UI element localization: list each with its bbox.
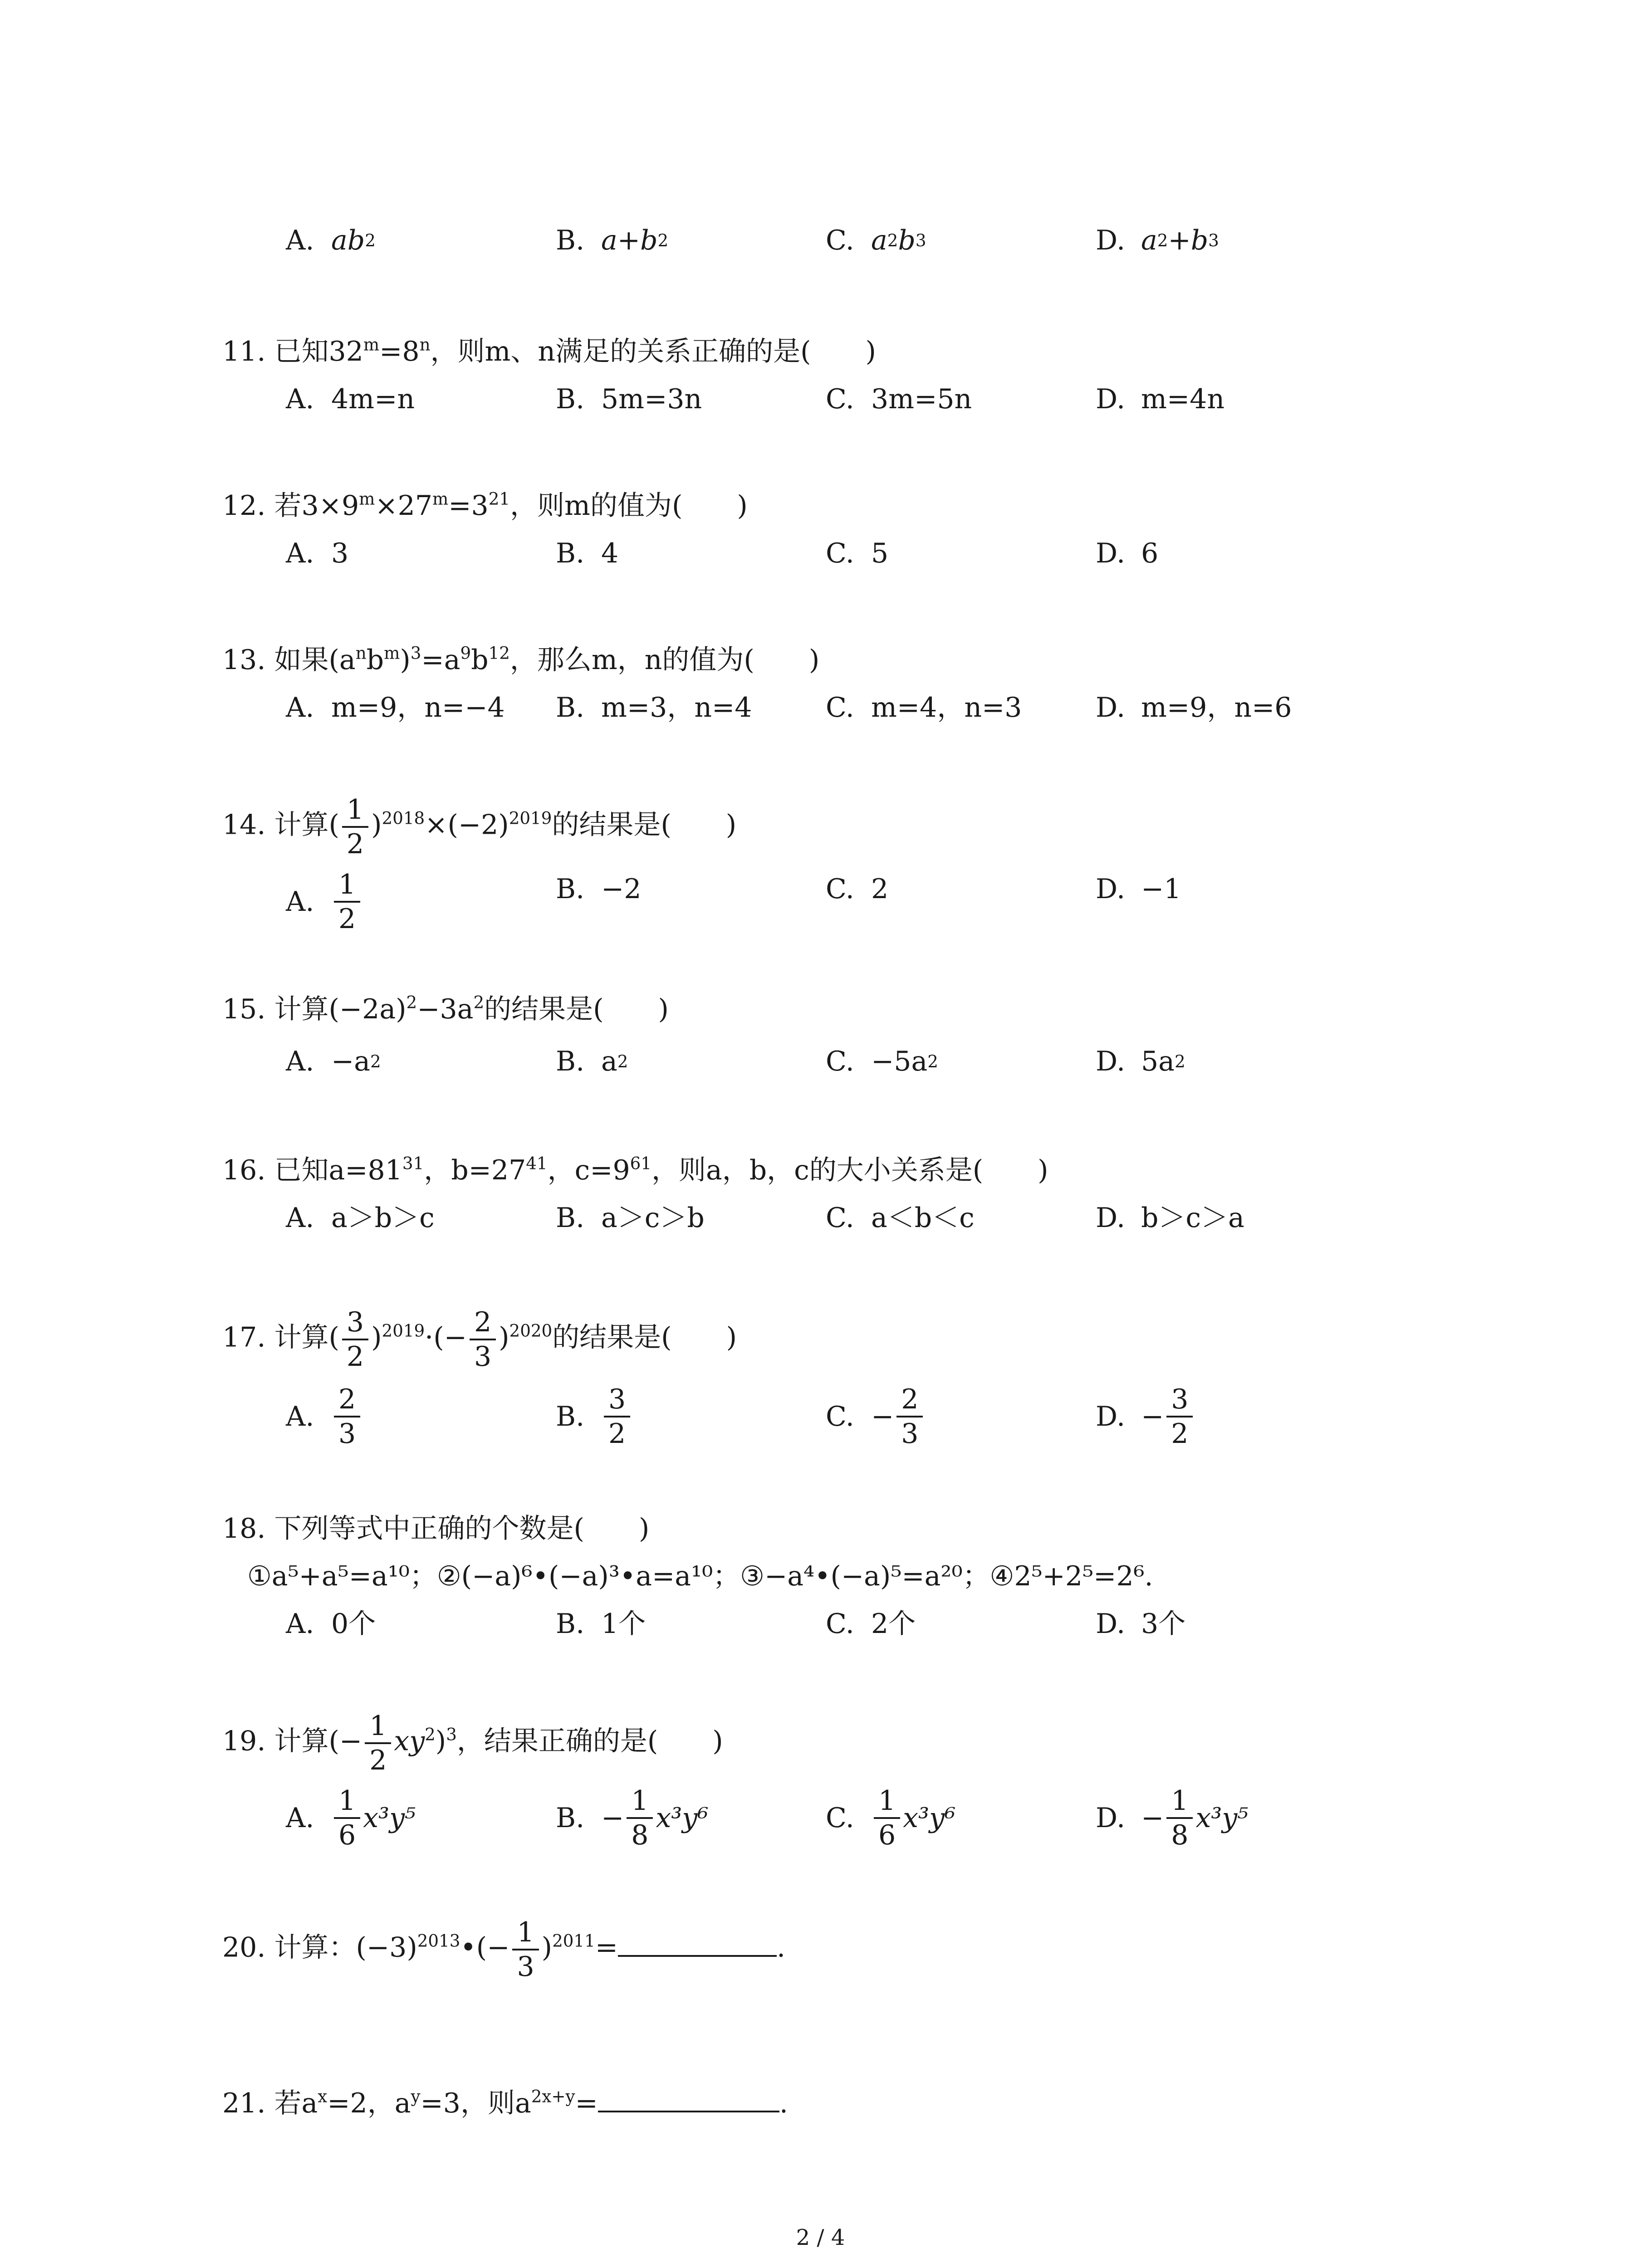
q14-a-fraction: $\frac{1}{2}$ (334, 871, 360, 933)
q17-option-d: D. − $\frac{3}{2}$ (1096, 1386, 1195, 1447)
q21-answer-blank[interactable] (598, 2084, 779, 2112)
q11-option-b: B. 5m=3n (556, 383, 702, 415)
q15-stem: 15. 计算$(-2a)^2-3a^2$的结果是( ) (222, 992, 669, 1025)
q19-c-fraction: $\frac{1}{6}$ (874, 1787, 900, 1849)
q10-option-a: A. ab 2 (286, 225, 376, 256)
q14-fraction: $\frac{1}{2}$ (342, 796, 368, 858)
q17-d-fraction: $\frac{3}{2}$ (1166, 1386, 1193, 1447)
q19-a-fraction: $\frac{1}{6}$ (334, 1787, 360, 1849)
q19-stem: 19. 计算(− $\frac{1}{2}$ $xy^2)^3$，结果正确的是( ) (222, 1710, 723, 1776)
q10-option-d: D. a 2 + b 3 (1096, 225, 1219, 256)
q14-option-d: D. −1 (1096, 873, 1181, 905)
q16-option-a: A. a＞b＞c (286, 1202, 435, 1234)
q14-option-b: B. −2 (556, 873, 642, 905)
q11-option-c: C. 3m=5n (826, 383, 972, 415)
q18-stem: 18. 下列等式中正确的个数是( ) (222, 1513, 650, 1545)
q17-option-c: C. − $\frac{2}{3}$ (826, 1386, 926, 1447)
q17-fraction-1: $\frac{3}{2}$ (342, 1309, 368, 1370)
q15-option-d: D. 5a 2 (1096, 1046, 1185, 1077)
q16-option-d: D. b＞c＞a (1096, 1202, 1244, 1234)
q15-option-a: A. −a 2 (286, 1046, 381, 1077)
q12-option-d: D. 6 (1096, 538, 1159, 569)
q17-option-a: A. $\frac{2}{3}$ (286, 1386, 363, 1447)
q19-d-fraction: $\frac{1}{8}$ (1166, 1787, 1193, 1849)
page-number: 2 / 4 (796, 2225, 845, 2250)
q14-option-c: C. 2 (826, 873, 889, 905)
q14-stem: 14. 计算( $\frac{1}{2}$ )$^{2018}\times(-2)^{2019}$的结果是( ) (222, 794, 737, 860)
q10-option-b: B. a + b 2 (556, 225, 669, 256)
q16-option-c: C. a＜b＜c (826, 1202, 975, 1234)
q11-option-a: A. 4m=n (286, 383, 415, 415)
q15-option-c: C. −5a 2 (826, 1046, 938, 1077)
q17-option-b: B. $\frac{3}{2}$ (556, 1386, 633, 1447)
q18-option-c: C. 2个 (826, 1608, 916, 1640)
q17-fraction-2: $\frac{2}{3}$ (470, 1309, 496, 1370)
q12-option-b: B. 4 (556, 538, 619, 569)
q17-b-fraction: $\frac{3}{2}$ (604, 1386, 630, 1447)
q18-option-b: B. 1个 (556, 1608, 646, 1640)
q17-a-fraction: $\frac{2}{3}$ (334, 1386, 360, 1447)
q19-b-fraction: $\frac{1}{8}$ (627, 1787, 653, 1849)
q21-stem: 21. 若$a^x=2$，$a^y=3$，则$a^{2x+y}=$ . (222, 2084, 788, 2121)
q19-option-a: A. $\frac{1}{6}$ x³y⁵ (286, 1785, 416, 1851)
q11-option-d: D. m=4n (1096, 383, 1225, 415)
q13-option-a: A. m=9，n=−4 (286, 692, 505, 723)
q20-fraction: $\frac{1}{3}$ (512, 1919, 539, 1980)
q19-option-c: C. $\frac{1}{6}$ x³y⁶ (826, 1785, 956, 1851)
q19-fraction: $\frac{1}{2}$ (365, 1712, 391, 1774)
q18-option-a: A. 0个 (286, 1608, 376, 1640)
q12-option-c: C. 5 (826, 538, 889, 569)
q12-option-a: A. 3 (286, 538, 349, 569)
q19-option-d: D. − $\frac{1}{8}$ x³y⁵ (1096, 1785, 1249, 1851)
q13-option-b: B. m=3，n=4 (556, 692, 752, 723)
q15-option-b: B. a 2 (556, 1046, 628, 1077)
q14-option-a: A. $\frac{1}{2}$ (286, 871, 363, 933)
q13-option-d: D. m=9，n=6 (1096, 692, 1292, 723)
q18-option-d: D. 3个 (1096, 1608, 1186, 1640)
q20-answer-blank[interactable] (618, 1929, 777, 1957)
q13-stem: 13. 如果$(a^nb^m)^3=a^9b^{12}$，那么m，n的值为( ) (222, 643, 820, 676)
q11-stem: 11. 已知$32^m=8^n$，则m、n满足的关系正确的是( ) (222, 334, 876, 367)
q13-option-c: C. m=4，n=3 (826, 692, 1022, 723)
q17-c-fraction: $\frac{2}{3}$ (896, 1386, 923, 1447)
q20-stem: 20. 计算：$(-3)^{2013}•(-$ $\frac{1}{3}$ )$^{2011}$= . (222, 1916, 786, 1983)
q16-option-b: B. a＞c＞b (556, 1202, 705, 1234)
q19-option-b: B. − $\frac{1}{8}$ x³y⁶ (556, 1785, 709, 1851)
q16-stem: 16. 已知$a=81^{31}$，$b=27^{41}$，$c=9^{61}$，则a，b，c的大小关系是( ) (222, 1153, 1048, 1186)
q12-stem: 12. 若$3\times 9^m\times 27^m=3^{21}$，则m的值为( ) (222, 489, 748, 522)
q10-option-c: C. a 2 b 3 (826, 225, 926, 256)
q18-statements: ①a⁵+a⁵=a¹⁰；②(−a)⁶•(−a)³•a=a¹⁰；③−a⁴•(−a)⁵=a²⁰；④2⁵+2⁵=2⁶. (247, 1560, 1153, 1592)
q17-stem: 17. 计算( $\frac{3}{2}$ )$^{2019}$·(− $\frac{2}{3}$ )$^{2020}$的结果是( ) (222, 1306, 737, 1373)
